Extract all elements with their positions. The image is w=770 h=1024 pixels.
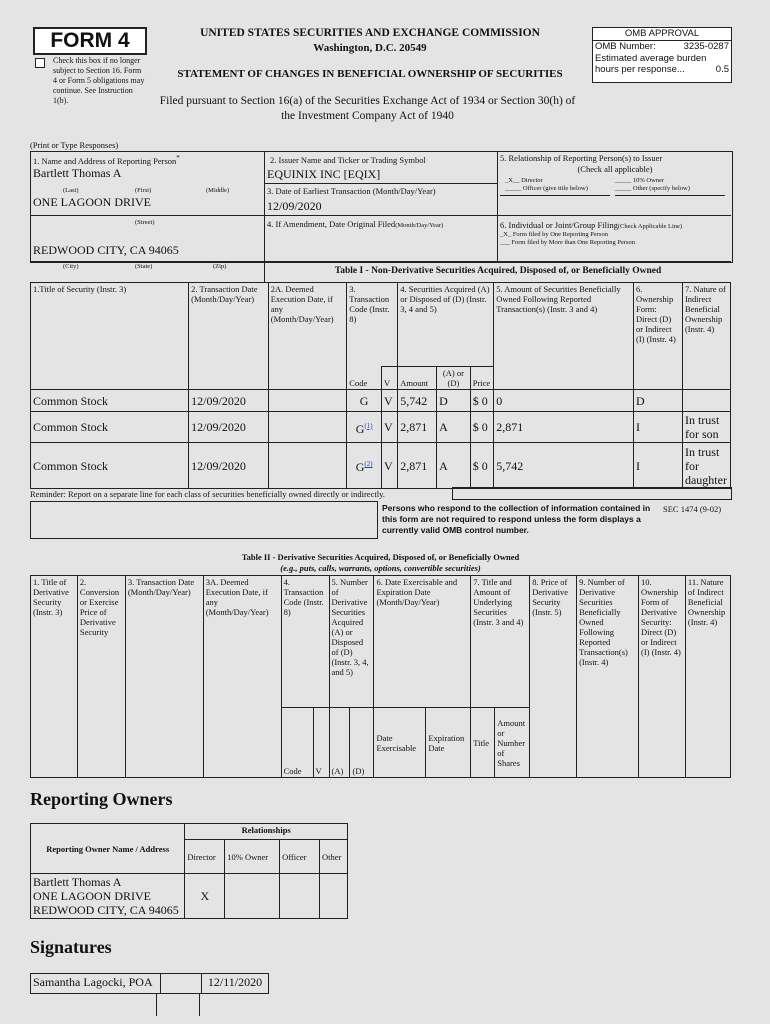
no-longer-subject-checkbox[interactable] — [35, 58, 45, 68]
owners-col-officer: Officer — [280, 840, 320, 874]
t2-header-d: (D) — [350, 708, 374, 778]
t2-header-title: 1. Title of Derivative Security (Instr. 3) — [31, 576, 78, 778]
owner-director-mark: X — [185, 874, 225, 919]
persons-respond-text: Persons who respond to the collection of information contained in this form are not required to respond unless the form displays a currently valid OMB control number. — [382, 503, 651, 535]
owners-relationships-header: Relationships — [185, 824, 348, 840]
t1-deemed — [268, 412, 347, 443]
individual-filing-one: _X_ Form filed by One Reporting Person — [500, 231, 608, 238]
t1-deemed — [268, 443, 347, 489]
t1-security: Common Stock — [31, 443, 189, 489]
reminder-text: Reminder: Report on a separate line for each class of securities beneficially owned directly or indirectly. — [30, 489, 385, 499]
last-name-label: (Last) — [63, 187, 79, 194]
owner-officer-mark — [280, 874, 320, 919]
amendment-small: (Month/Day/Year) — [395, 222, 444, 229]
persons-left-box — [30, 501, 378, 539]
t2-header-title-col: Title — [471, 708, 495, 778]
street-address: ONE LAGOON DRIVE — [33, 195, 151, 209]
t2-header-a: (A) — [329, 708, 350, 778]
footnote-link-2[interactable]: (2) — [364, 460, 373, 468]
omb-number-label: OMB Number: — [595, 41, 656, 52]
owner-other-mark — [320, 874, 348, 919]
signature-spacer — [161, 974, 202, 994]
t2-header-code: Code — [281, 708, 313, 778]
omb-number: 3235-0287 — [683, 41, 729, 52]
relationship-label: 5. Relationship of Reporting Person(s) to Issuer — [500, 153, 663, 163]
table-derivative — [30, 575, 731, 778]
owners-col-name: Reporting Owner Name / Address — [31, 824, 185, 874]
city-state-zip: REDWOOD CITY, CA 94065 — [33, 243, 179, 257]
t1-header-v: V — [381, 367, 397, 390]
t1-header-security: 1.Title of Security (Instr. 3) — [31, 283, 189, 390]
earliest-transaction-label: 3. Date of Earliest Transaction (Month/Day/Year) — [267, 186, 436, 196]
individual-filing-more: ___ Form filed by More than One Reporting Person — [500, 239, 636, 246]
t1-security: Common Stock — [31, 412, 189, 443]
t1-header-securities-group: 4. Securities Acquired (A) or Disposed of (D) (Instr. 3, 4 and 5) — [398, 283, 494, 367]
t1-code — [347, 412, 382, 443]
t1-owned: 5,742 — [494, 443, 634, 489]
signatures-table — [30, 973, 269, 994]
t2-header-code-group: 4. Transaction Code (Instr. 8) — [281, 576, 329, 708]
t1-amount: 2,871 — [398, 412, 437, 443]
t1-header-ownership: 6. Ownership Form: Direct (D) or Indirect (I) (Instr. 4) — [633, 283, 682, 390]
omb-burden: Estimated average burden — [595, 53, 707, 64]
t1-header-code-group: 3. Transaction Code (Instr. 8) — [347, 283, 398, 367]
issuer-value: EQUINIX INC [EQIX] — [267, 167, 381, 181]
t1-deemed — [268, 390, 347, 412]
owner-name: Bartlett Thomas A — [33, 875, 122, 889]
omb-burden-value: 0.5 — [715, 64, 729, 75]
street-label: (Street) — [135, 219, 155, 226]
amendment-label: 4. If Amendment, Date Original Filed — [267, 219, 396, 229]
relationship-sub: (Check all applicable) — [577, 164, 653, 174]
t1-v: V — [381, 443, 397, 489]
earliest-transaction-value: 12/09/2020 — [267, 199, 322, 213]
t1-aord: A — [437, 412, 471, 443]
owner-10-owner-mark — [225, 874, 280, 919]
owner-city: REDWOOD CITY, CA 94065 — [33, 903, 179, 917]
t1-nature: In trust for daughter — [682, 443, 730, 489]
t1-amount: 2,871 — [398, 443, 437, 489]
reporting-person-label: 1. Name and Address of Reporting Person — [33, 155, 177, 166]
print-type-note: (Print or Type Responses) — [30, 140, 119, 150]
form-title: FORM 4 — [50, 29, 130, 52]
t1-code-value: G — [355, 460, 365, 474]
t2-header-underlying-group: 7. Title and Amount of Underlying Securities (Instr. 3 and 4) — [471, 576, 530, 708]
t1-nature: In trust for son — [682, 412, 730, 443]
filed-pursuant-line-2: the Investment Company Act of 1940 — [281, 110, 454, 122]
agency-name: UNITED STATES SECURITIES AND EXCHANGE COMMISSION — [200, 27, 540, 39]
filed-pursuant-line-1: Filed pursuant to Section 16(a) of the Securities Exchange Act of 1934 or Section 30(h) of — [159, 95, 576, 107]
signature-date: 12/11/2020 — [202, 974, 269, 994]
owner-street: ONE LAGOON DRIVE — [33, 889, 151, 903]
t1-header-deemed: 2A. Deemed Execution Date, if any (Month/Day/Year) — [268, 283, 347, 390]
t2-header-number-owned: 9. Number of Derivative Securities Beneficially Owned Following Reported Transaction(s) (Instr. 4) — [577, 576, 639, 778]
reporting-owners-heading: Reporting Owners — [30, 789, 173, 809]
agency-location: Washington, D.C. 20549 — [313, 42, 427, 54]
t1-header-nature: 7. Nature of Indirect Beneficial Ownership (Instr. 4) — [682, 283, 730, 390]
signatures-heading: Signatures — [30, 937, 112, 957]
t1-header-amount: Amount — [398, 367, 437, 390]
table-row — [31, 390, 731, 412]
owners-col-other: Other — [320, 840, 348, 874]
table-row — [31, 874, 348, 919]
t2-header-nature: 11. Nature of Indirect Beneficial Ownership (Instr. 4) — [685, 576, 730, 778]
reporting-person-name: Bartlett Thomas A — [33, 166, 122, 180]
t1-v: V — [381, 390, 397, 412]
table1-title: Table I - Non-Derivative Securities Acquired, Disposed of, or Beneficially Owned — [334, 266, 662, 276]
individual-filing-small: (Check Applicable Line) — [617, 223, 683, 230]
footnote-link-1[interactable]: (1) — [364, 421, 373, 430]
t1-owned: 0 — [494, 390, 634, 412]
check-box-text: Check this box if no longer subject to Section 16. Form 4 or Form 5 obligations may continue. See Instruction 1(b). — [53, 56, 145, 105]
individual-filing-label: 6. Individual or Joint/Group Filing — [500, 220, 618, 230]
t2-header-amount: Amount or Number of Shares — [495, 708, 530, 778]
omb-title: OMB APPROVAL — [593, 28, 731, 41]
table-row — [31, 412, 731, 443]
t2-header-exercisable-group: 6. Date Exercisable and Expiration Date (Month/Day/Year) — [374, 576, 471, 708]
reminder-input-box — [452, 487, 732, 500]
t1-owned: 2,871 — [494, 412, 634, 443]
t2-header-deemed: 3A. Deemed Execution Date, if any (Month/Day/Year) — [203, 576, 281, 778]
table2-title: Table II - Derivative Securities Acquired, Disposed of, or Beneficially Owned — [241, 552, 520, 562]
t1-header-price: Price — [470, 367, 493, 390]
form-title-box — [33, 27, 147, 55]
t2-header-date: 3. Transaction Date (Month/Day/Year) — [125, 576, 203, 778]
t2-header-expiration: Expiration Date — [426, 708, 471, 778]
t1-aord: A — [437, 443, 471, 489]
t1-date: 12/09/2020 — [189, 443, 269, 489]
rel-director: _X__ Director — [505, 177, 543, 184]
t1-header-code: Code — [347, 367, 382, 390]
owners-col-10-owner: 10% Owner — [225, 840, 280, 874]
omb-burden-label: hours per response... — [595, 64, 685, 75]
t1-price: $ 0 — [470, 390, 493, 412]
t1-v: V — [381, 412, 397, 443]
t1-form: I — [633, 412, 682, 443]
t2-header-v: V — [313, 708, 329, 778]
t1-code — [347, 443, 382, 489]
table2-subtitle: (e.g., puts, calls, warrants, options, convertible securities) — [280, 563, 481, 573]
omb-approval-box — [592, 27, 732, 83]
t1-form: D — [633, 390, 682, 412]
statement-title: STATEMENT OF CHANGES IN BENEFICIAL OWNERSHIP OF SECURITIES — [177, 68, 563, 80]
t1-nature — [682, 390, 730, 412]
rel-10-owner: _____ 10% Owner — [615, 177, 665, 184]
first-name-label: (First) — [135, 187, 152, 194]
zip-label: (Zip) — [213, 263, 227, 270]
t2-header-conversion: 2. Conversion or Exercise Price of Derivative Security — [77, 576, 125, 778]
t1-code — [347, 390, 382, 412]
t1-amount: 5,742 — [398, 390, 437, 412]
t1-code-value: G — [359, 393, 369, 408]
t1-aord: D — [437, 390, 471, 412]
signature-name: Samantha Lagocki, POA — [31, 974, 161, 994]
t1-header-owned: 5. Amount of Securities Beneficially Owned Following Reported Transaction(s) (Instr. 3 and 4) — [494, 283, 634, 390]
t1-header-aord: (A) or (D) — [437, 367, 471, 390]
state-label: (State) — [135, 263, 153, 270]
t2-header-number-group: 5. Number of Derivative Securities Acquired (A) or Disposed of (D) (Instr. 3, 4, and 5) — [329, 576, 374, 708]
sec-code: SEC 1474 (9-02) — [663, 504, 722, 514]
t2-header-price: 8. Price of Derivative Security (Instr. 5) — [530, 576, 577, 778]
table-non-derivative — [30, 282, 731, 489]
issuer-label: 2. Issuer Name and Ticker or Trading Symbol — [270, 155, 426, 165]
t1-price: $ 0 — [470, 412, 493, 443]
t1-date: 12/09/2020 — [189, 412, 269, 443]
t1-code-value: G — [355, 421, 365, 436]
rel-officer: _____ Officer (give title below) — [505, 185, 588, 192]
t2-header-date-exercisable: Date Exercisable — [374, 708, 426, 778]
city-label: (City) — [63, 263, 79, 270]
reporting-owners-table — [30, 823, 348, 919]
rel-other: _____ Other (specify below) — [615, 185, 690, 192]
t2-header-ownership: 10. Ownership Form of Derivative Security: Direct (D) or Indirect (I) (Instr. 4) — [638, 576, 685, 778]
t1-form: I — [633, 443, 682, 489]
t1-header-date: 2. Transaction Date (Month/Day/Year) — [189, 283, 269, 390]
t1-security: Common Stock — [31, 390, 189, 412]
t1-price: $ 0 — [470, 443, 493, 489]
table-row — [31, 443, 731, 489]
middle-name-label: (Middle) — [206, 187, 230, 194]
owners-col-director: Director — [185, 840, 225, 874]
t1-date: 12/09/2020 — [189, 390, 269, 412]
reporting-person-asterisk: * — [176, 154, 180, 162]
